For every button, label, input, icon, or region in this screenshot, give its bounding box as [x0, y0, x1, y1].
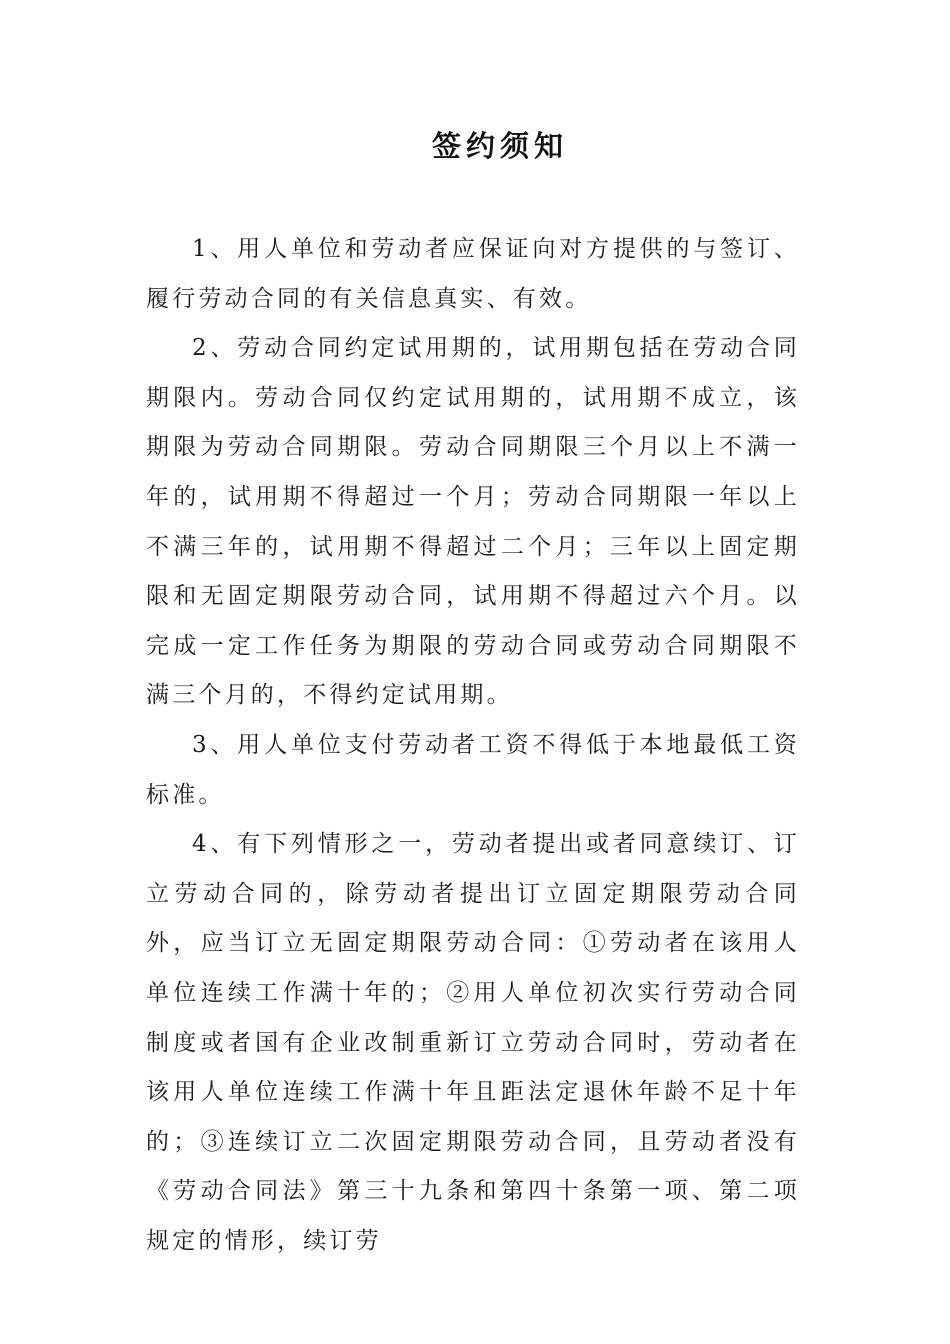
- document-title: 签约须知: [431, 129, 568, 163]
- paragraph-2: 2、劳动合同约定试用期的，试用期包括在劳动合同期限内。劳动合同仅约定试用期的，试用期不成立，该期限为劳动合同期限。劳动合同期限三个月以上不满一年的，试用期不得超过一个月；劳动合同期限一年以上不满三年的，试用期不得超过二个月；三年以上固定期限和无固定期限劳动合同，试用期不得超过六个月。以完成一定工作任务为期限的劳动合同或劳动合同期限不满三个月的，不得约定试用期。: [146, 335, 800, 709]
- paragraph-4: 4、有下列情形之一，劳动者提出或者同意续订、订立劳动合同的，除劳动者提出订立固定期限劳动合同外，应当订立无固定期限劳动合同：①劳动者在该用人单位连续工作满十年的；②用人单位初次实行劳动合同制度或者国有企业改制重新订立劳动合同时，劳动者在该用人单位连续工作满十年且距法定退休年龄不足十年的；③连续订立二次固定期限劳动合同，且劳动者没有《劳动合同法》第三十九条和第四十条第一项、第二项规定的情形，续订劳: [146, 831, 800, 1254]
- paragraph-3: 3、用人单位支付劳动者工资不得低于本地最低工资标准。: [146, 731, 800, 808]
- document-body: [146, 225, 800, 1266]
- paragraph-1: 1、用人单位和劳动者应保证向对方提供的与签订、履行劳动合同的有关信息真实、有效。: [146, 236, 800, 312]
